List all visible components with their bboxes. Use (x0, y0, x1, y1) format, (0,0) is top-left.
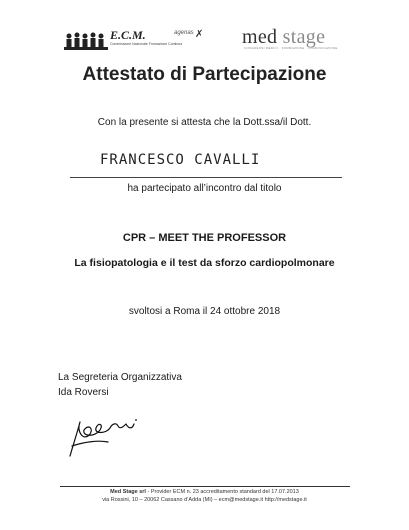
intro-text: Con la presente si attesta che la Dott.ssa/il Dott. (97, 117, 312, 128)
footer-provider (0, 489, 409, 495)
ecm-people-icon (64, 30, 108, 50)
footer-accreditation: - Provider ECM n. 23 accreditamento standard del 17.07.2013 (145, 489, 299, 495)
medstage-tagline: CONGRESSI MEDICI · FORMAZIONE · COMUNICAZIONE (244, 46, 338, 50)
medstage-med: med (242, 26, 278, 48)
name-underline (70, 177, 342, 178)
organizing-office: La Segreteria Organizzativa (58, 372, 182, 383)
participant-name: FRANCESCO CAVALLI (100, 152, 261, 168)
medstage-stage: stage (282, 26, 326, 48)
footer-company: Med Stage srl (110, 489, 146, 495)
certificate-title: Attestato di Partecipazione (82, 64, 327, 85)
course-subtitle: La fisiopatologia e il test da sforzo cardiopolmonare (74, 257, 335, 269)
footer-divider (60, 486, 350, 487)
signatory-name: Ida Roversi (58, 387, 109, 398)
venue-date: svoltosi a Roma il 24 ottobre 2018 (128, 306, 281, 317)
handwritten-signature (64, 412, 144, 462)
participated-text: ha partecipato all’incontro dal titolo (127, 183, 282, 194)
course-title: CPR – MEET THE PROFESSOR (122, 232, 287, 244)
ecm-title: E.C.M. (110, 28, 146, 42)
ecm-subtitle: Commissione Nazionale Formazione Continua (110, 42, 183, 46)
agenas-label: agenas (174, 30, 194, 36)
agenas-mark-icon: ✗ (195, 29, 204, 40)
ecm-logo (64, 28, 204, 52)
medstage-logo (242, 26, 352, 50)
footer-address: via Rossini, 10 – 20062 Cassano d’Adda (MI) – ecm@medstage.it http://medstage.it (102, 497, 307, 503)
